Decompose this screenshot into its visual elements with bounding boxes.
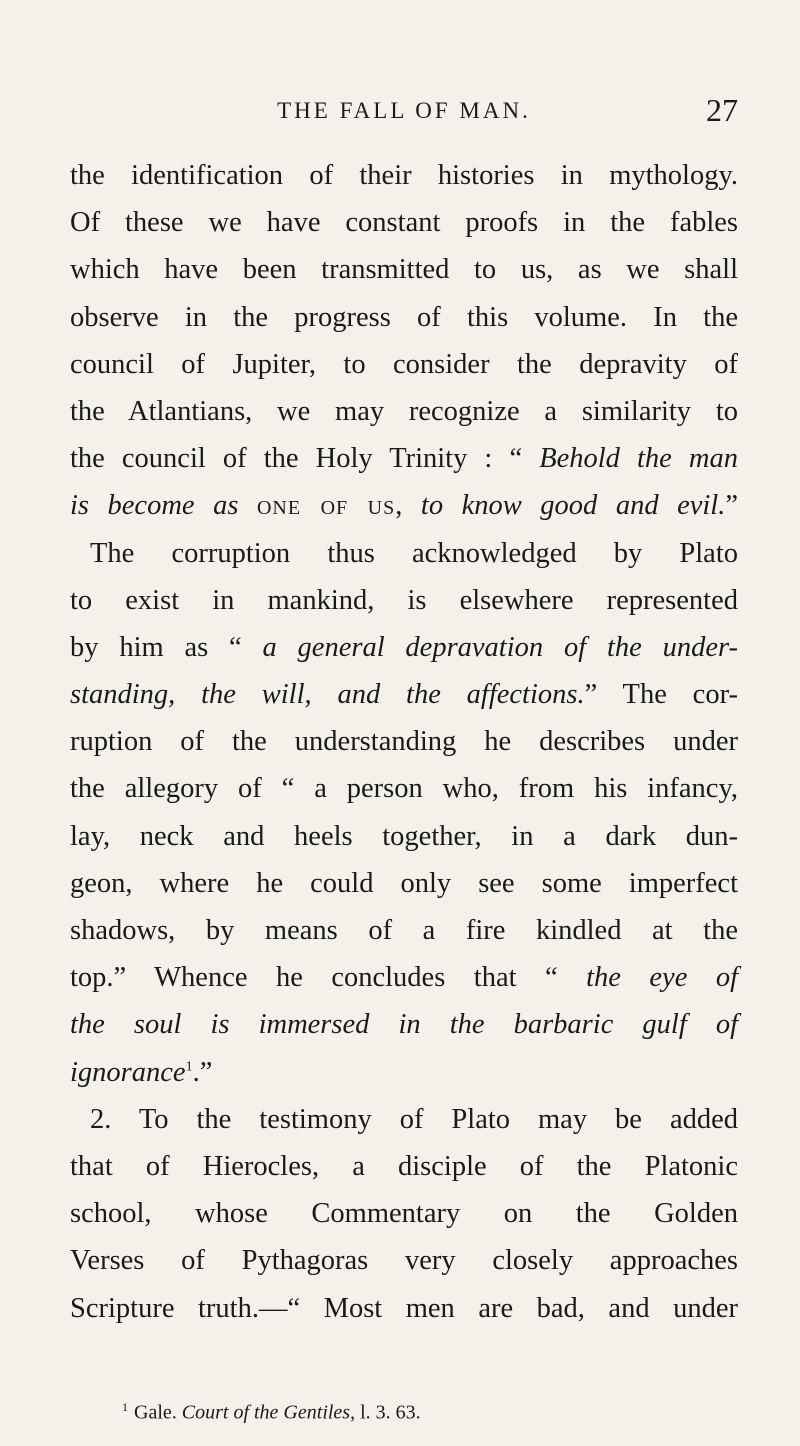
footnote-reference-text: , l. 3. 63. — [350, 1401, 421, 1424]
italic-quote: a general depravation of the under- — [262, 631, 738, 663]
text-line: that of Hierocles, a disciple of the Platonic — [70, 1150, 738, 1182]
text-line: the identification of their histories in mythology. — [70, 160, 738, 191]
text-line: the council of the Holy Trinity : “ Behold the man — [70, 443, 738, 475]
text-line: ruption of the understanding he describes under — [70, 726, 738, 758]
footnote-reference: 1 — [185, 1059, 193, 1075]
text-line: ignorance$^1$.” — [70, 1056, 213, 1088]
text-line: is become as one of us, to know good and evil.” — [70, 490, 739, 522]
text-line: the Atlantians, we may recognize a similarity to — [70, 395, 738, 427]
text-line: by him as “ a general depravation of the under- — [70, 631, 738, 663]
text-line: observe in the progress of this volume. In the — [70, 301, 738, 333]
running-title: THE FALL OF MAN. — [277, 98, 531, 123]
italic-quote: Behold the man — [539, 443, 738, 475]
footnote-work: Court of the Gentiles — [181, 1401, 351, 1424]
text-line: Verses of Pythagoras very closely approaches — [70, 1245, 738, 1277]
page-number: 27 — [706, 92, 738, 128]
small-caps-text: one of us — [256, 490, 396, 522]
text-line: geon, where he could only see some imperfect — [70, 867, 738, 899]
paragraph-start-line: 2. To the testimony of Plato may be added — [90, 1103, 738, 1135]
running-head — [70, 92, 738, 132]
footnote-marker: 1 — [122, 1400, 128, 1414]
footnote-author: Gale. — [134, 1401, 177, 1424]
text-line: the allegory of “ a person who, from his infancy, — [70, 773, 738, 805]
text-line: lay, neck and heels together, in a dark dun- — [70, 820, 738, 852]
text-line: to exist in mankind, is elsewhere represented — [70, 584, 738, 616]
text-line: shadows, by means of a fire kindled at the — [70, 915, 738, 946]
text-line: Scripture truth.—“ Most men are bad, and under — [70, 1292, 738, 1324]
paragraph-start-line: The corruption thus acknowledged by Plato — [90, 537, 738, 569]
text-line: council of Jupiter, to consider the depravity of — [70, 348, 738, 380]
text-line: top.” Whence he concludes that “ the eye of — [70, 962, 738, 994]
body-text — [70, 152, 738, 1332]
footnote — [70, 1400, 738, 1425]
text-line: which have been transmitted to us, as we shall — [70, 254, 738, 286]
text-line: standing, the will, and the affections.” The cor- — [70, 679, 738, 711]
text-line: Of these we have constant proofs in the fables — [70, 207, 738, 239]
text-line: school, whose Commentary on the Golden — [70, 1198, 738, 1230]
text-line: the soul is immersed in the barbaric gulf of — [70, 1009, 738, 1041]
italic-quote: the eye of — [586, 962, 738, 994]
